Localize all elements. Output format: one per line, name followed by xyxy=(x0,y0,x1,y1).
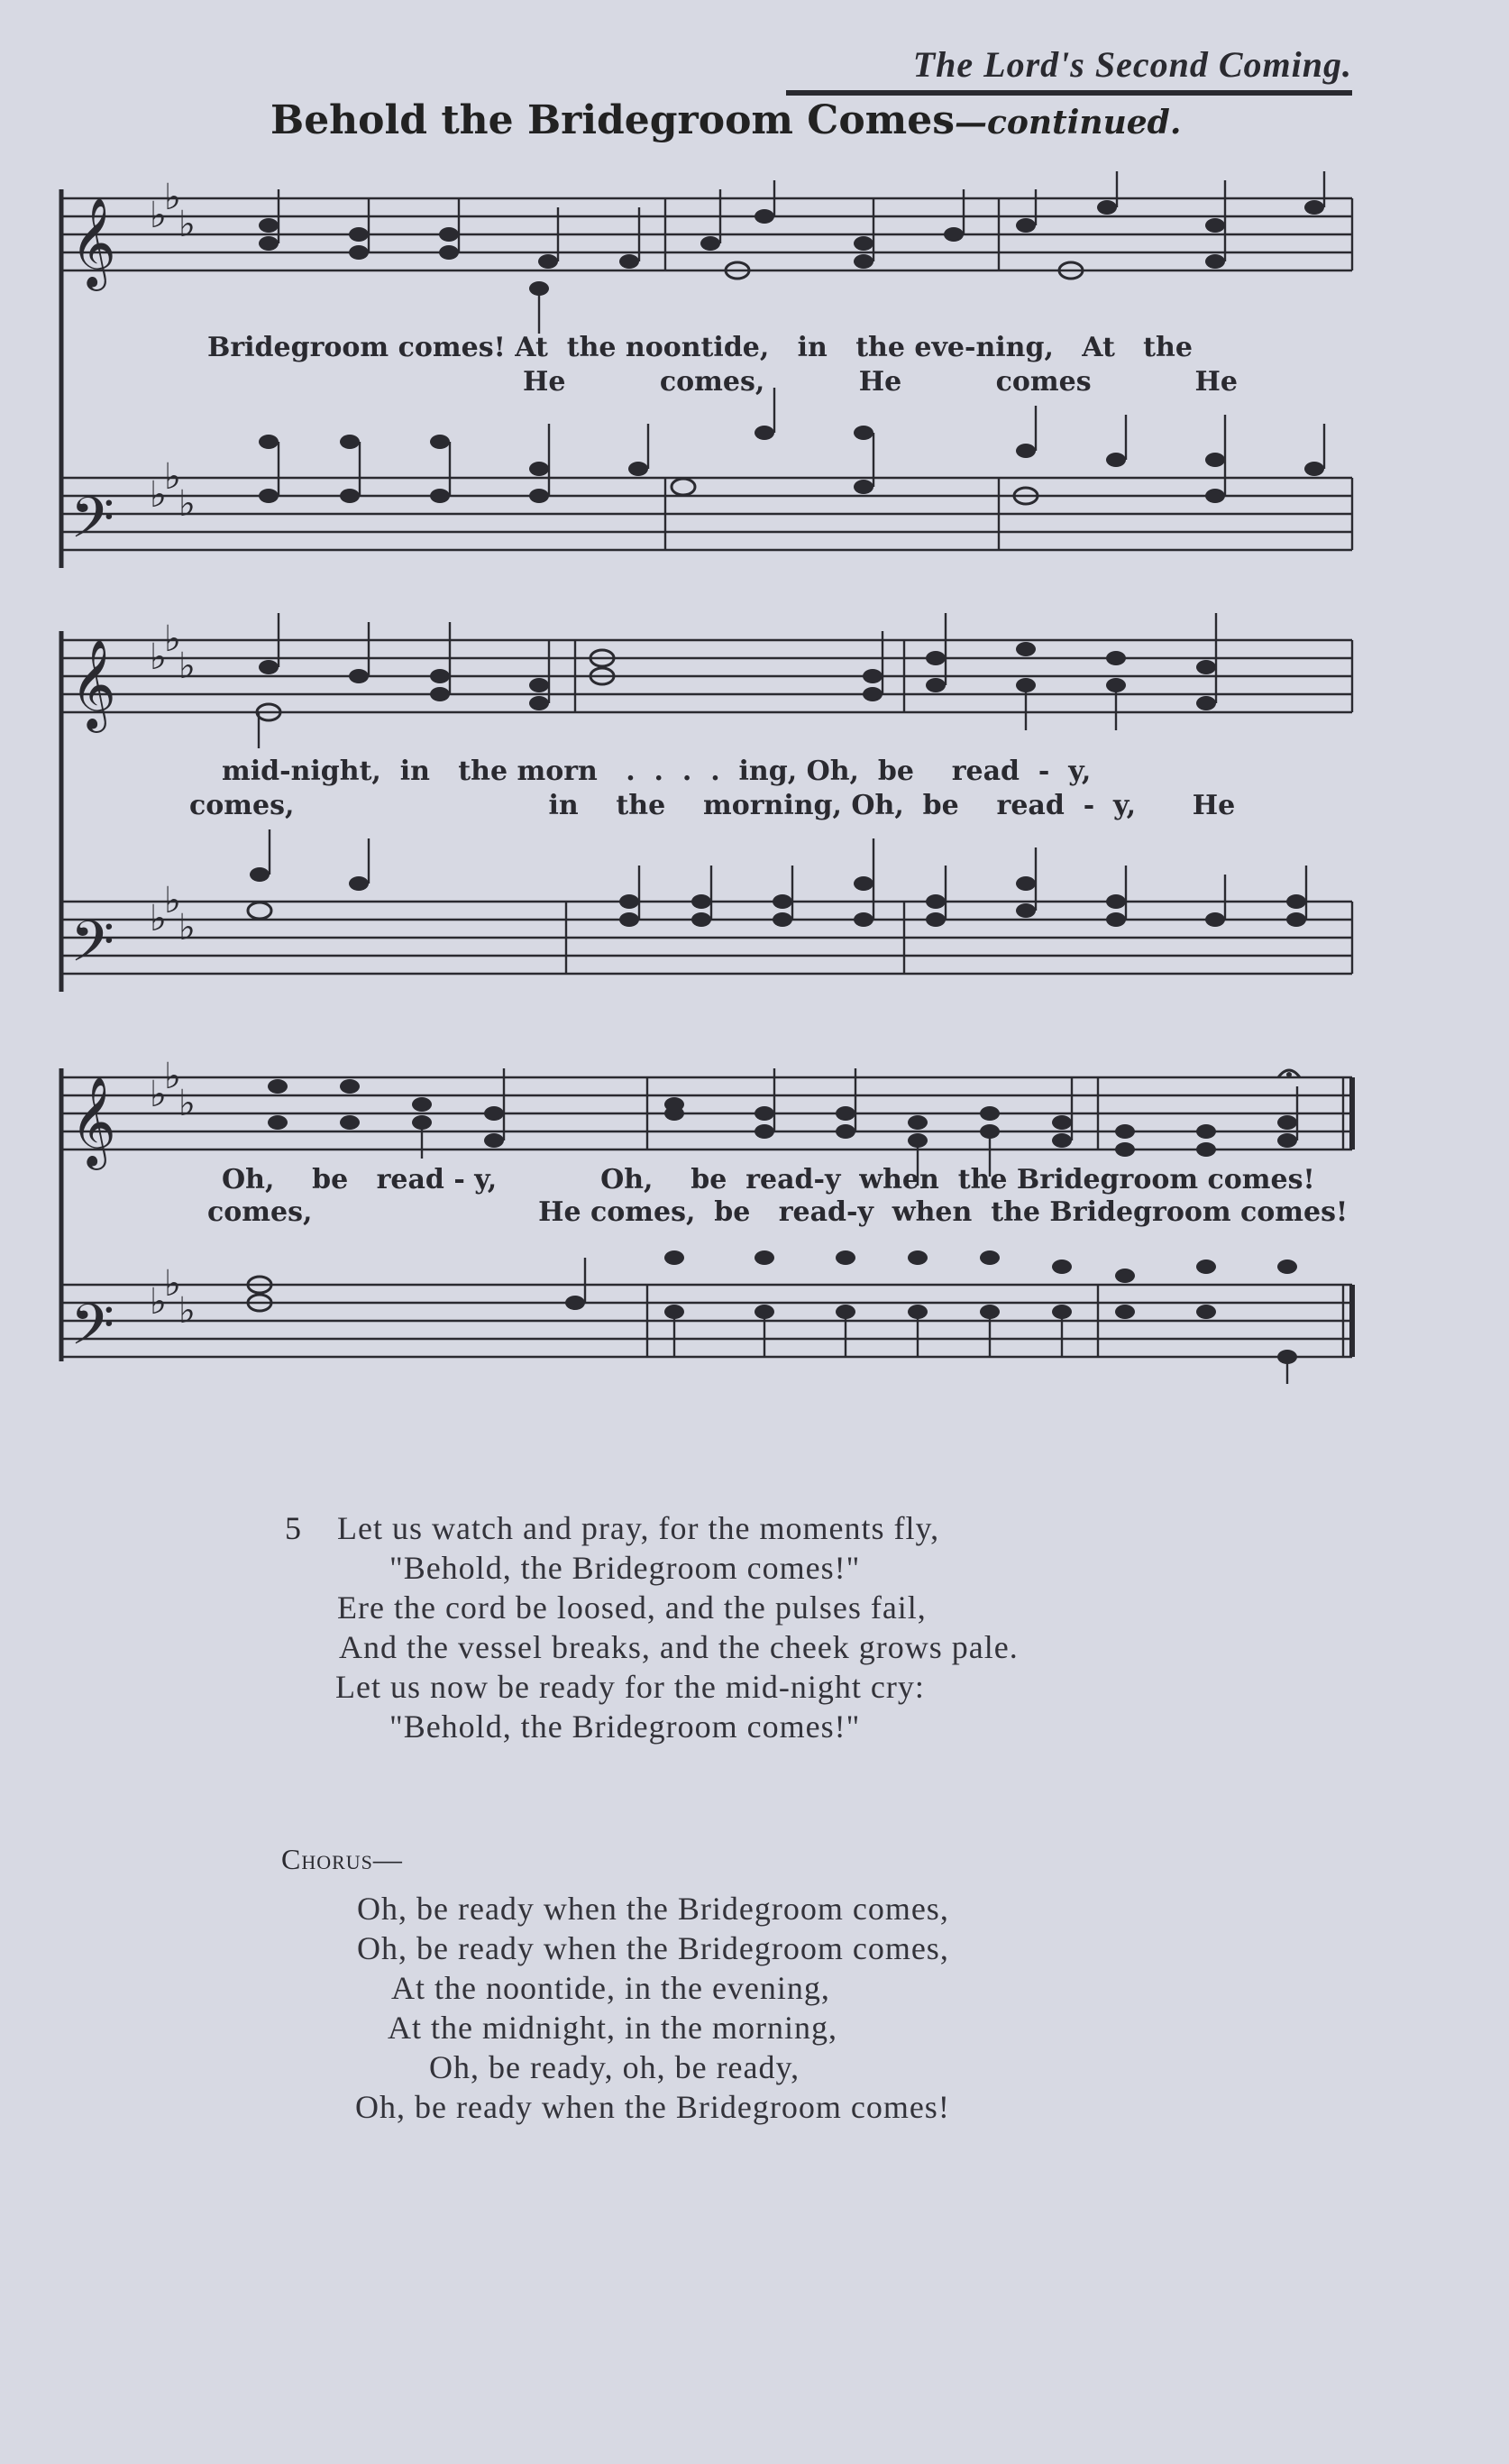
svg-text:♭: ♭ xyxy=(178,483,196,525)
svg-text:♭: ♭ xyxy=(178,204,196,245)
svg-text:♭: ♭ xyxy=(164,1263,181,1305)
hymn-title-suffix: —continued. xyxy=(955,104,1182,142)
svg-text:♭: ♭ xyxy=(178,1290,196,1332)
system-2-lyrics-upper: mid-night, in the morn . . . . ing, Oh, be read - y, xyxy=(222,756,1092,787)
verse-line-1: Let us watch and pray, for the moments fly, xyxy=(337,1510,940,1546)
verse-line-5: Let us now be ready for the mid-night cry: xyxy=(335,1669,925,1705)
svg-text:♭: ♭ xyxy=(164,1056,181,1097)
svg-text:♭: ♭ xyxy=(150,1281,167,1323)
chorus-line-6: Oh, be ready when the Bridegroom comes! xyxy=(355,2089,950,2125)
system-3-lyrics-lower: comes, He comes, be read-y when the Bridegroom comes! xyxy=(207,1196,1349,1228)
music-system-2 xyxy=(52,613,1359,1010)
svg-text:♭: ♭ xyxy=(178,1083,196,1124)
running-title: The Lord's Second Coming. xyxy=(912,44,1352,85)
system-1-lyrics-upper: Bridegroom comes! At the noontide, in the eve-ning, At the xyxy=(207,332,1193,363)
verse-line-6: "Behold, the Bridegroom comes!" xyxy=(389,1708,861,1745)
svg-text:𝄢: 𝄢 xyxy=(70,1291,114,1371)
svg-text:♭: ♭ xyxy=(150,474,167,516)
chorus-line-1: Oh, be ready when the Bridegroom comes, xyxy=(357,1891,949,1927)
svg-text:♭: ♭ xyxy=(164,456,181,498)
verse-line-2: "Behold, the Bridegroom comes!" xyxy=(389,1550,861,1586)
svg-text:♭: ♭ xyxy=(150,637,167,678)
system-2-lyrics-lower: comes, in the morning, Oh, be read - y, He xyxy=(189,790,1236,821)
svg-text:𝄢: 𝄢 xyxy=(70,908,114,988)
svg-text:𝄞: 𝄞 xyxy=(70,197,116,288)
music-system-1 xyxy=(52,171,1359,577)
system-3-lyrics-upper: Oh, be read - y, Oh, be read-y when the Bridegroom comes! xyxy=(222,1164,1315,1195)
svg-text:♭: ♭ xyxy=(164,880,181,921)
svg-text:♭: ♭ xyxy=(178,646,196,687)
chorus-line-3: At the noontide, in the evening, xyxy=(391,1970,830,2006)
svg-text:♭: ♭ xyxy=(150,195,167,236)
svg-text:𝄞: 𝄞 xyxy=(70,639,116,729)
svg-text:♭: ♭ xyxy=(178,907,196,948)
svg-text:♭: ♭ xyxy=(164,618,181,660)
svg-text:♭: ♭ xyxy=(150,1074,167,1115)
chorus-line-5: Oh, be ready, oh, be ready, xyxy=(429,2049,800,2085)
svg-text:♭: ♭ xyxy=(150,898,167,939)
music-system-3 xyxy=(52,1050,1359,1393)
svg-text:𝄞: 𝄞 xyxy=(70,1076,116,1167)
svg-text:𝄢: 𝄢 xyxy=(70,484,114,564)
chorus-label: Chorus— xyxy=(281,1843,403,1875)
chorus-line-4: At the midnight, in the morning, xyxy=(388,2010,837,2046)
running-title-rule xyxy=(786,90,1352,96)
chorus-line-2: Oh, be ready when the Bridegroom comes, xyxy=(357,1930,949,1966)
svg-text:♭: ♭ xyxy=(164,177,181,218)
verse-line-4: And the vessel breaks, and the cheek grows pale. xyxy=(339,1629,1019,1665)
hymn-title-main: Behold the Bridegroom Comes xyxy=(270,97,955,143)
hymn-title xyxy=(270,97,1262,143)
verse-number: 5 xyxy=(285,1510,301,1546)
verse-line-3: Ere the cord be loosed, and the pulses fail, xyxy=(337,1589,927,1626)
system-1-lyrics-lower: He comes, He comes He xyxy=(523,366,1238,398)
